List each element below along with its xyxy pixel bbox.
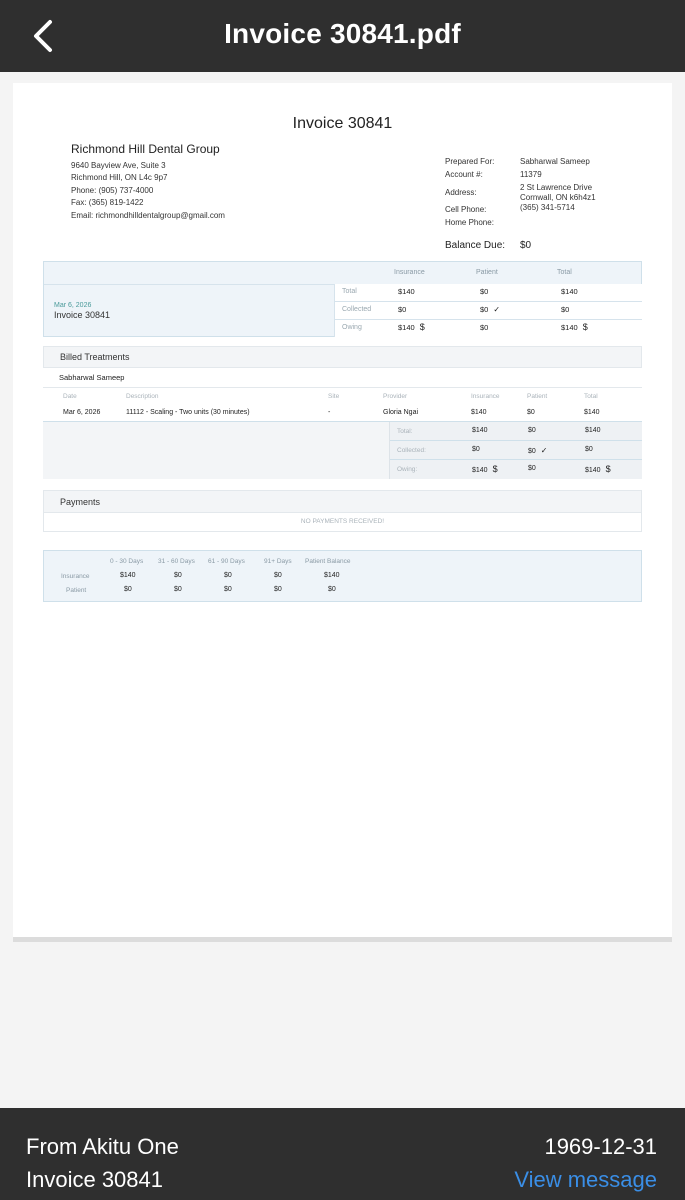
aging-insurance-91plus: $0 — [274, 572, 282, 579]
summary-total-insurance: $140 — [398, 287, 415, 296]
summary-header-total: Total — [557, 269, 572, 276]
billed-patient-name: Sabharwal Sameep — [59, 373, 125, 382]
clinic-address-line2: Richmond Hill, ON L4c 9p7 — [71, 173, 168, 182]
balance-due-label: Balance Due: — [445, 240, 506, 251]
billed-owing-insurance: $140 $ — [472, 464, 498, 474]
address-value: 2 St Lawrence Drive Cornwall, ON k6h4z1 — [520, 183, 596, 202]
payments-empty: NO PAYMENTS RECEIVED! — [43, 513, 642, 532]
billed-total-total: $140 — [585, 427, 601, 434]
summary-owing-patient: $0 — [480, 323, 489, 332]
message-date: 1969-12-31 — [544, 1134, 657, 1159]
col-description: Description — [126, 393, 159, 400]
billed-collected-total: $0 — [585, 446, 593, 453]
summary-date: Mar 6, 2026 — [54, 302, 92, 309]
clinic-info — [71, 143, 225, 222]
billed-total-insurance: $140 — [472, 427, 488, 434]
row-provider: Gloria Ngai — [383, 409, 419, 416]
billed-collected-insurance: $0 — [472, 446, 480, 453]
row-date: Mar 6, 2026 — [63, 409, 101, 416]
message-sender: From Akitu One — [26, 1134, 179, 1159]
summary-header-patient: Patient — [476, 269, 498, 276]
billed-patient-row — [43, 368, 642, 388]
check-icon: ✓ — [540, 446, 548, 455]
balance-due-value: $0 — [520, 240, 532, 251]
balance-due — [445, 240, 532, 251]
col-patient: Patient — [527, 393, 548, 400]
row-total: $140 — [584, 409, 600, 416]
aging-insurance-label: Insurance — [61, 573, 90, 580]
aging-patient-0-30: $0 — [124, 586, 132, 593]
address-label: Address: — [445, 188, 477, 197]
aging-insurance-balance: $140 — [324, 572, 340, 579]
summary-owing-insurance: $140 $ — [398, 322, 425, 332]
billed-owing-total: $140 $ — [585, 464, 611, 474]
message-footer — [0, 1108, 685, 1200]
document-title: Invoice 30841.pdf — [224, 18, 461, 49]
col-provider: Provider — [383, 393, 408, 400]
payments-header: Payments — [43, 490, 642, 513]
billed-total-patient: $0 — [528, 427, 536, 434]
row-insurance: $140 — [471, 409, 487, 416]
dollar-icon: $ — [419, 322, 425, 332]
summary-header-insurance: Insurance — [394, 269, 425, 276]
summary-owing-label: Owing — [342, 324, 362, 331]
clinic-address-line1: 9640 Bayview Ave, Suite 3 — [71, 160, 166, 170]
col-site: Site — [328, 393, 340, 400]
billed-owing-label: Owing: — [397, 466, 418, 473]
summary-invoice: Invoice 30841 — [54, 310, 111, 320]
row-site: - — [328, 409, 331, 416]
summary-owing-total: $140 $ — [561, 322, 588, 332]
billed-total-label: Total: — [397, 428, 413, 435]
summary-values — [334, 284, 642, 337]
aging-patient-31-60: $0 — [174, 586, 182, 593]
account-value: 11379 — [520, 170, 542, 179]
dollar-icon: $ — [582, 322, 588, 332]
aging-header-31-60: 31 - 60 Days — [158, 558, 195, 565]
aging-patient-61-90: $0 — [224, 586, 232, 593]
summary-collected-total: $0 — [561, 305, 570, 314]
summary-total-patient: $0 — [480, 287, 489, 296]
clinic-email: Email: richmondhilldentalgroup@gmail.com — [71, 210, 225, 220]
invoice-title: Invoice 30841 — [292, 115, 393, 132]
aging-header-0-30: 0 - 30 Days — [110, 558, 144, 565]
billed-owing-patient: $0 — [528, 465, 536, 472]
prepared-for-label: Prepared For: — [445, 157, 495, 166]
aging-patient-91plus: $0 — [274, 586, 282, 593]
account-label: Account #: — [445, 170, 483, 179]
billed-totals — [43, 422, 642, 479]
summary-collected-label: Collected — [342, 306, 372, 313]
aging-insurance-0-30: $140 — [120, 572, 136, 579]
aging-insurance-31-60: $0 — [174, 572, 182, 579]
col-insurance: Insurance — [471, 393, 500, 400]
row-patient: $0 — [527, 409, 535, 416]
billed-treatments-header: Billed Treatments — [43, 346, 642, 368]
summary-total-label: Total — [342, 288, 357, 295]
clinic-phone: Phone: (905) 737-4000 — [71, 185, 154, 195]
message-subject: Invoice 30841 — [26, 1167, 163, 1192]
aging-insurance-61-90: $0 — [224, 572, 232, 579]
billed-collected-patient: $0 ✓ — [528, 446, 548, 455]
row-description: 11112 - Scaling - Two units (30 minutes) — [126, 409, 250, 416]
aging-header-91plus: 91+ Days — [264, 558, 292, 565]
dollar-icon: $ — [492, 464, 498, 474]
cell-phone-value: (365) 341-5714 — [520, 203, 575, 212]
billed-table — [43, 388, 642, 422]
pdf-page[interactable] — [13, 83, 672, 938]
top-bar — [0, 0, 685, 72]
summary-collected-insurance: $0 — [398, 305, 407, 314]
col-total: Total — [584, 393, 598, 400]
aging-patient-balance: $0 — [328, 586, 336, 593]
cell-phone-label: Cell Phone: — [445, 205, 487, 214]
billed-collected-label: Collected: — [397, 447, 426, 454]
col-date: Date — [63, 393, 77, 400]
clinic-fax: Fax: (365) 819-1422 — [71, 198, 144, 207]
aging-summary — [43, 550, 642, 602]
clinic-name: Richmond Hill Dental Group — [71, 142, 220, 156]
invoice-summary — [43, 261, 642, 337]
dollar-icon: $ — [605, 464, 611, 474]
aging-header-patient-balance: Patient Balance — [305, 558, 351, 565]
summary-total-total: $140 — [561, 287, 578, 296]
page-divider — [13, 937, 672, 942]
home-phone-label: Home Phone: — [445, 218, 494, 227]
summary-collected-patient: $0 ✓ — [480, 305, 501, 314]
view-message-link[interactable]: View message — [514, 1167, 657, 1192]
prepared-for-value: Sabharwal Sameep — [520, 157, 590, 166]
aging-header-61-90: 61 - 90 Days — [208, 558, 245, 565]
check-icon: ✓ — [493, 305, 501, 314]
aging-patient-label: Patient — [66, 587, 87, 594]
